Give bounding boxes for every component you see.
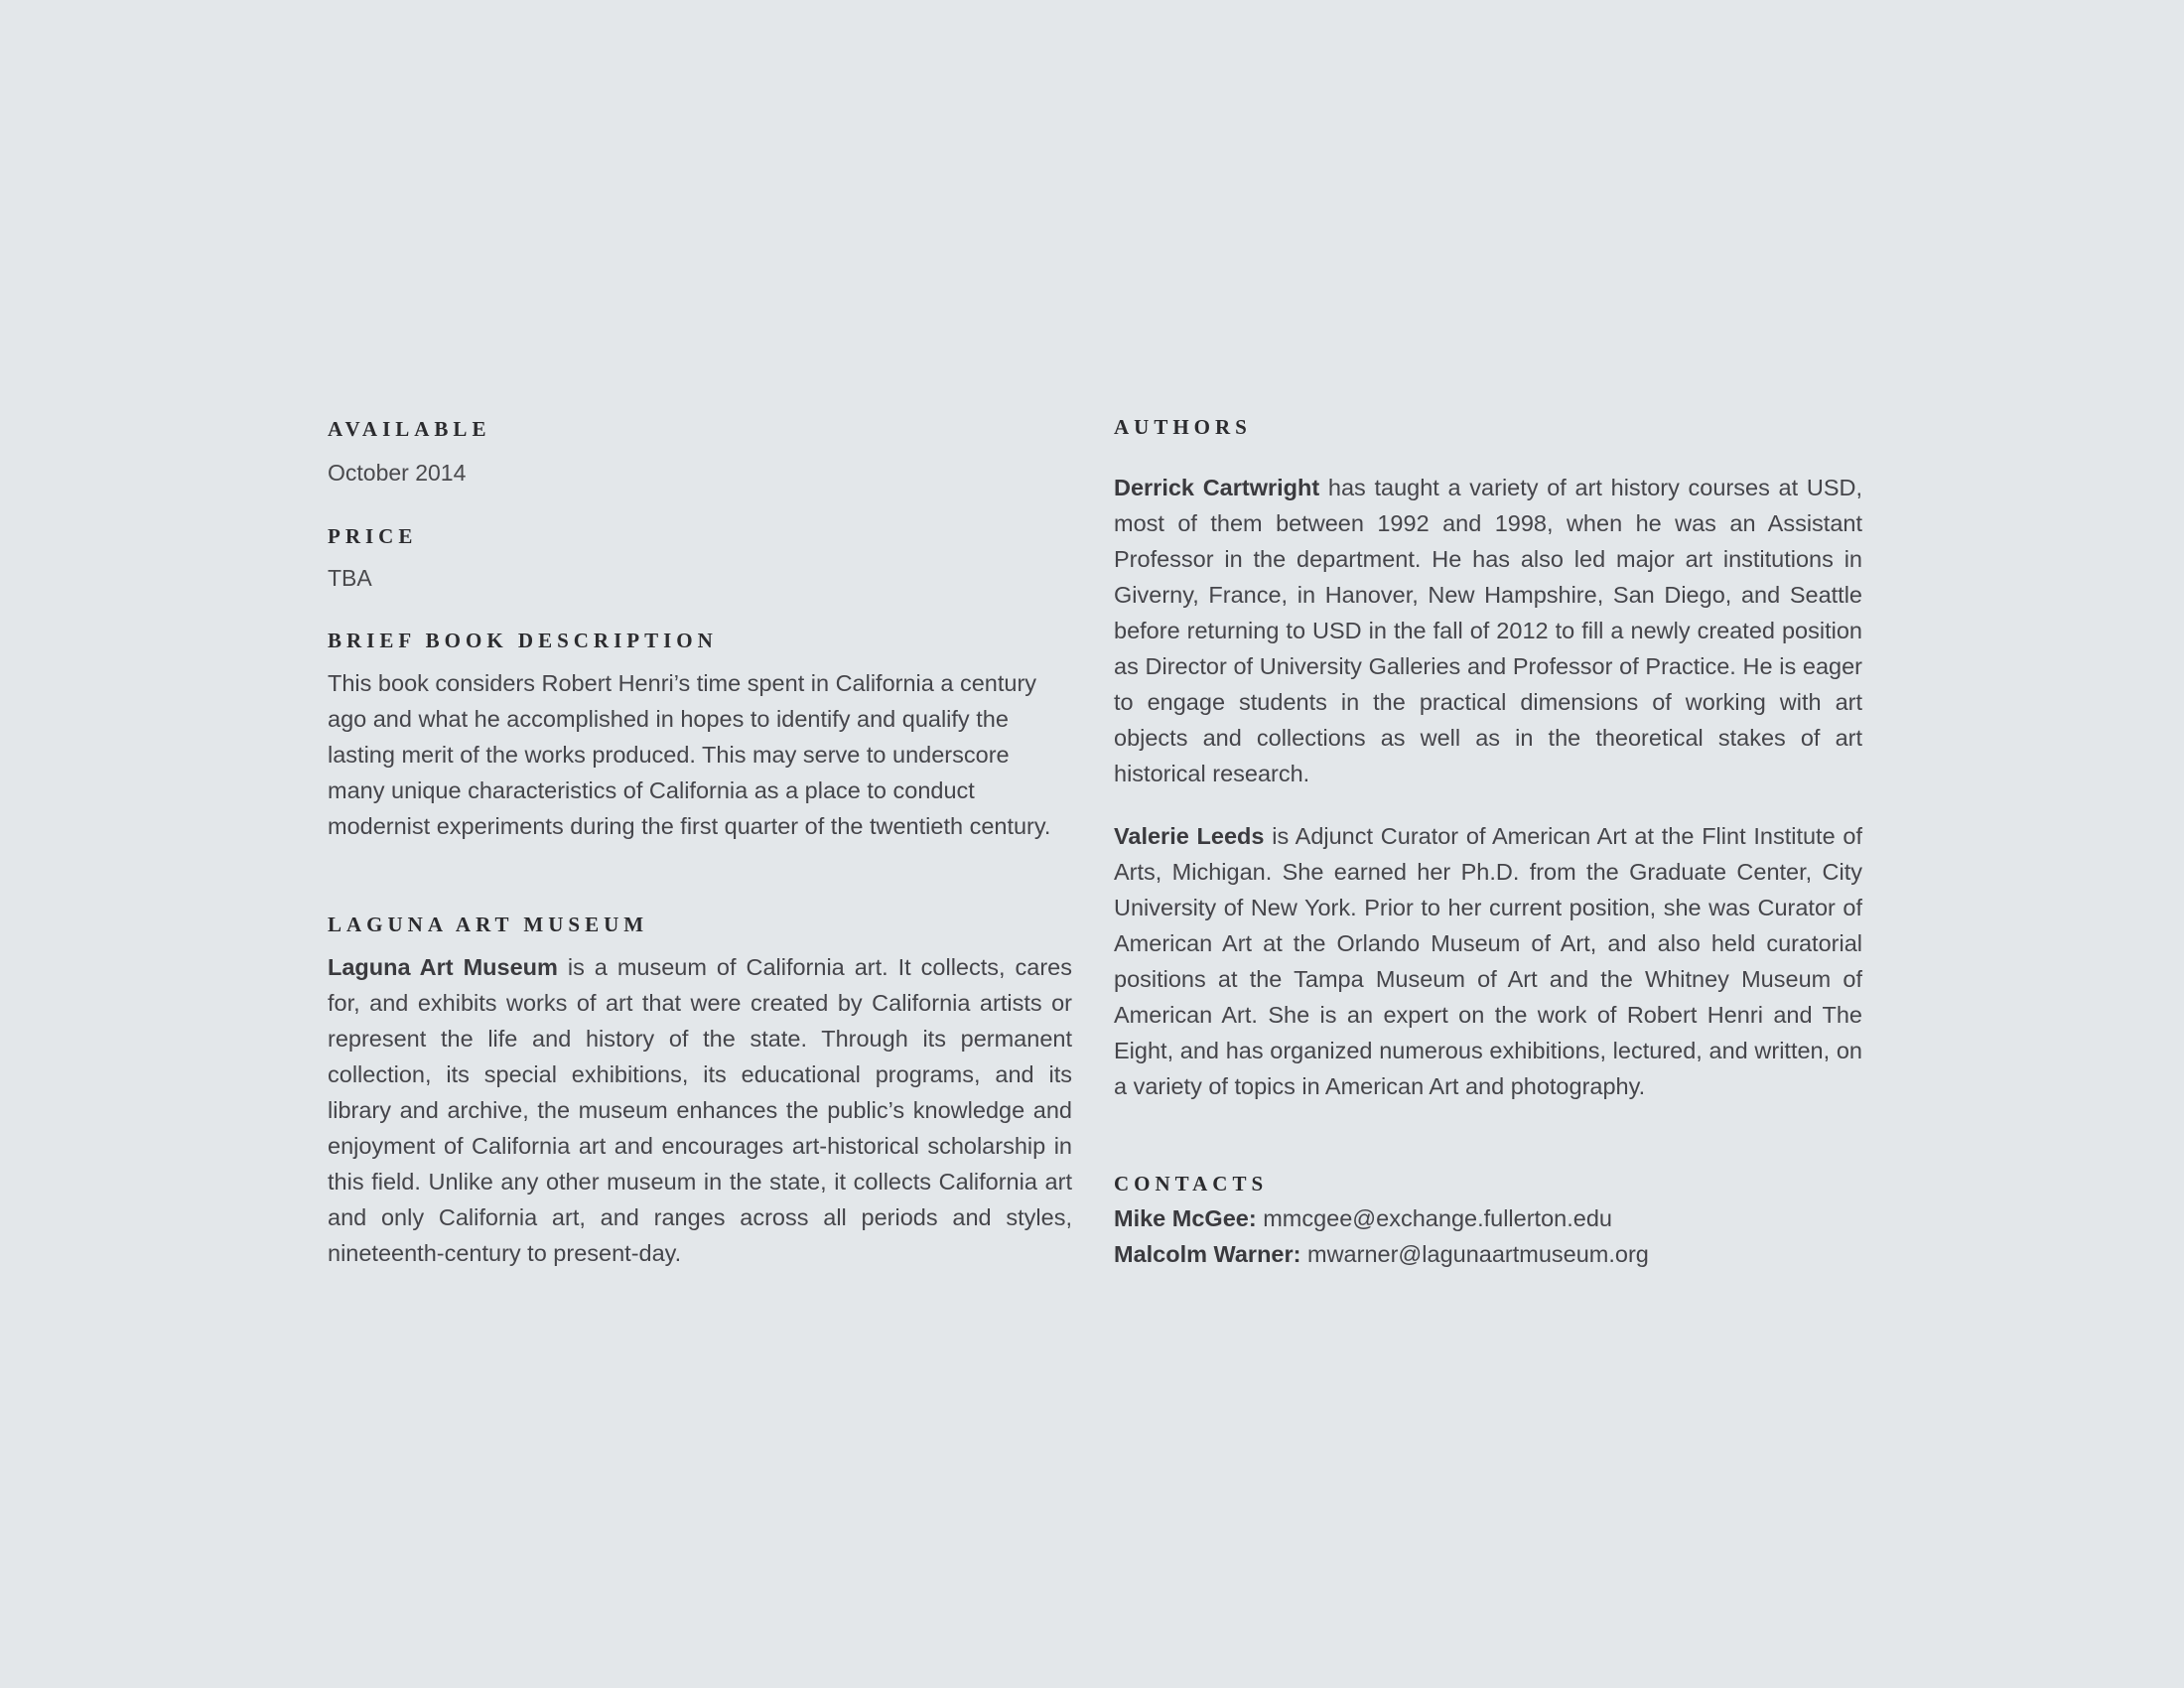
available-heading: AVAILABLE [328, 417, 491, 441]
author-bio [1114, 470, 1862, 791]
author-bio-text: has taught a variety of art history courses at USD, most of them between 1992 and 1998, when he was an Assistant Professor in the department. He has also led major art institutions in Giverny, France, in Hanover, New Hampshire, San Diego, and Seattle before returning to USD in the fall of 2012 to fill a newly created position as Director of University Galleries and Professor of Practice. He is eager to engage students in the practical dimensions of working with art objects and collections as well as in the theoretical stakes of art historical research. [1114, 475, 1862, 786]
museum-heading: LAGUNA ART MUSEUM [328, 913, 649, 936]
museum-paragraph [328, 949, 1072, 1271]
contact-email[interactable]: mwarner@lagunaartmuseum.org [1300, 1241, 1649, 1267]
contact-item [1114, 1200, 1612, 1236]
contact-item [1114, 1236, 1649, 1272]
price-heading: PRICE [328, 524, 418, 548]
author-bio-text: is Adjunct Curator of American Art at the Flint Institute of Arts, Michigan. She earned her Ph.D. from the Graduate Center, City University of New York. Prior to her current position, she was Curator of American Art at the Orlando Museum of Art, and also held curatorial positions at the Tampa Museum of Art and the Whitney Museum of American Art. She is an expert on the work of Robert Henri and The Eight, and has organized numerous exhibitions, lectured, and written, on a variety of topics in American Art and photography. [1114, 823, 1862, 1099]
author-name: Derrick Cartwright [1114, 475, 1320, 500]
available-value: October 2014 [328, 460, 467, 486]
contact-name: Mike McGee: [1114, 1205, 1257, 1231]
museum-name: Laguna Art Museum [328, 954, 558, 980]
contacts-heading: CONTACTS [1114, 1172, 1269, 1196]
contact-email[interactable]: mmcgee@exchange.fullerton.edu [1256, 1205, 1612, 1231]
price-value: TBA [328, 565, 372, 591]
authors-heading: AUTHORS [1114, 415, 1252, 439]
author-name: Valerie Leeds [1114, 823, 1265, 849]
museum-text: is a museum of California art. It collects, cares for, and exhibits works of art that were created by California artists or represent the life and history of the state. Through its permanent collection, its special exhibitions, its educational programs, and its library and archive, the museum enhances the public’s knowledge and enjoyment of California art and encourages art-historical scholarship in this field. Unlike any other museum in the state, it collects California art and only California art, and ranges across all periods and styles, nineteenth-century to present-day. [328, 954, 1072, 1266]
contact-name: Malcolm Warner: [1114, 1241, 1301, 1267]
description-text: This book considers Robert Henri’s time spent in California a century ago and what he accomplished in hopes to identify and qualify the lasting merit of the works produced. This may serve to underscore many unique characteristics of California as a place to conduct modernist experiments during the first quarter of the twentieth century. [328, 670, 1051, 839]
description-heading: BRIEF BOOK DESCRIPTION [328, 629, 718, 652]
author-bio [1114, 818, 1862, 1104]
